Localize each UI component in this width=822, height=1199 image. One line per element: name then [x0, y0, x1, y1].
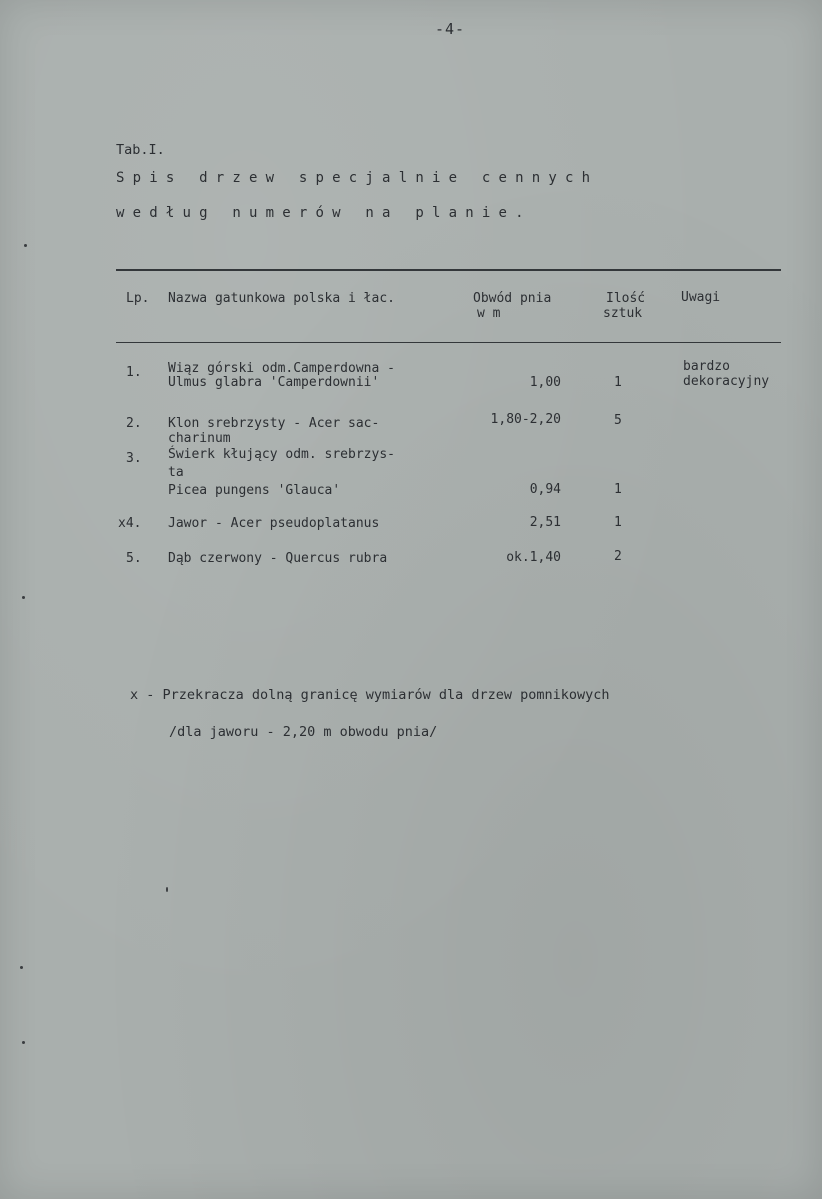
row-3-name-line-2: ta — [168, 465, 184, 480]
paper-speck — [22, 596, 25, 599]
row-3-ilosc: 1 — [614, 482, 622, 497]
table-label: Tab.I. — [116, 142, 165, 158]
row-1-uwagi-line-1: bardzo — [683, 359, 730, 374]
row-5-name-line-1: Dąb czerwony - Quercus rubra — [168, 551, 388, 566]
paper-speck — [24, 244, 27, 247]
table-title-line-2: według numerów na planie. — [116, 205, 532, 221]
row-5-lp: 5. — [126, 551, 142, 566]
row-4-lp: x4. — [118, 516, 142, 531]
table-header-rule — [116, 342, 781, 343]
header-uwagi: Uwagi — [681, 290, 721, 305]
paper-speck — [166, 887, 168, 892]
row-1-lp: 1. — [126, 365, 142, 380]
row-1-ilosc: 1 — [614, 375, 622, 390]
header-obwod-line-2: w m — [477, 306, 501, 321]
row-2-obwod: 1,80-2,20 — [490, 412, 561, 427]
footnote-line-1: x - Przekracza dolną granicę wymiarów dla drzew pomnikowych — [130, 687, 610, 703]
footnote-line-2: /dla jaworu - 2,20 m obwodu pnia/ — [169, 724, 438, 740]
row-5-obwod: ok.1,40 — [506, 550, 561, 565]
row-3-name-line-3: Picea pungens 'Glauca' — [168, 483, 341, 498]
table-top-rule — [116, 269, 781, 271]
row-5-ilosc: 2 — [614, 549, 622, 564]
row-1-obwod: 1,00 — [529, 375, 561, 390]
row-4-ilosc: 1 — [614, 515, 622, 530]
row-3-lp: 3. — [126, 451, 142, 466]
row-4-obwod: 2,51 — [529, 515, 561, 530]
row-2-name-line-2: charinum — [168, 431, 231, 446]
row-2-lp: 2. — [126, 416, 142, 431]
header-obwod-line-1: Obwód pnia — [473, 291, 552, 306]
row-1-name-line-2: Ulmus glabra 'Camperdownii' — [168, 375, 380, 390]
header-ilosc-line-1: Ilość — [606, 291, 646, 306]
row-3-obwod: 0,94 — [529, 482, 561, 497]
paper-speck — [20, 966, 23, 969]
paper-speck — [22, 1041, 25, 1044]
header-name: Nazwa gatunkowa polska i łac. — [168, 291, 395, 306]
row-2-name-line-1: Klon srebrzysty - Acer sac- — [168, 416, 380, 431]
table-title-line-1: Spis drzew specjalnie cennych — [116, 170, 599, 186]
row-4-name-line-1: Jawor - Acer pseudoplatanus — [168, 516, 380, 531]
row-3-name-line-1: Świerk kłujący odm. srebrzys- — [168, 447, 395, 462]
row-2-ilosc: 5 — [614, 413, 622, 428]
header-ilosc-line-2: sztuk — [603, 306, 643, 321]
row-1-uwagi-line-2: dekoracyjny — [683, 374, 770, 389]
page-number: -4- — [434, 20, 466, 38]
row-1-name-line-1: Wiąz górski odm.Camperdowna - — [168, 361, 395, 376]
header-lp: Lp. — [126, 291, 150, 306]
